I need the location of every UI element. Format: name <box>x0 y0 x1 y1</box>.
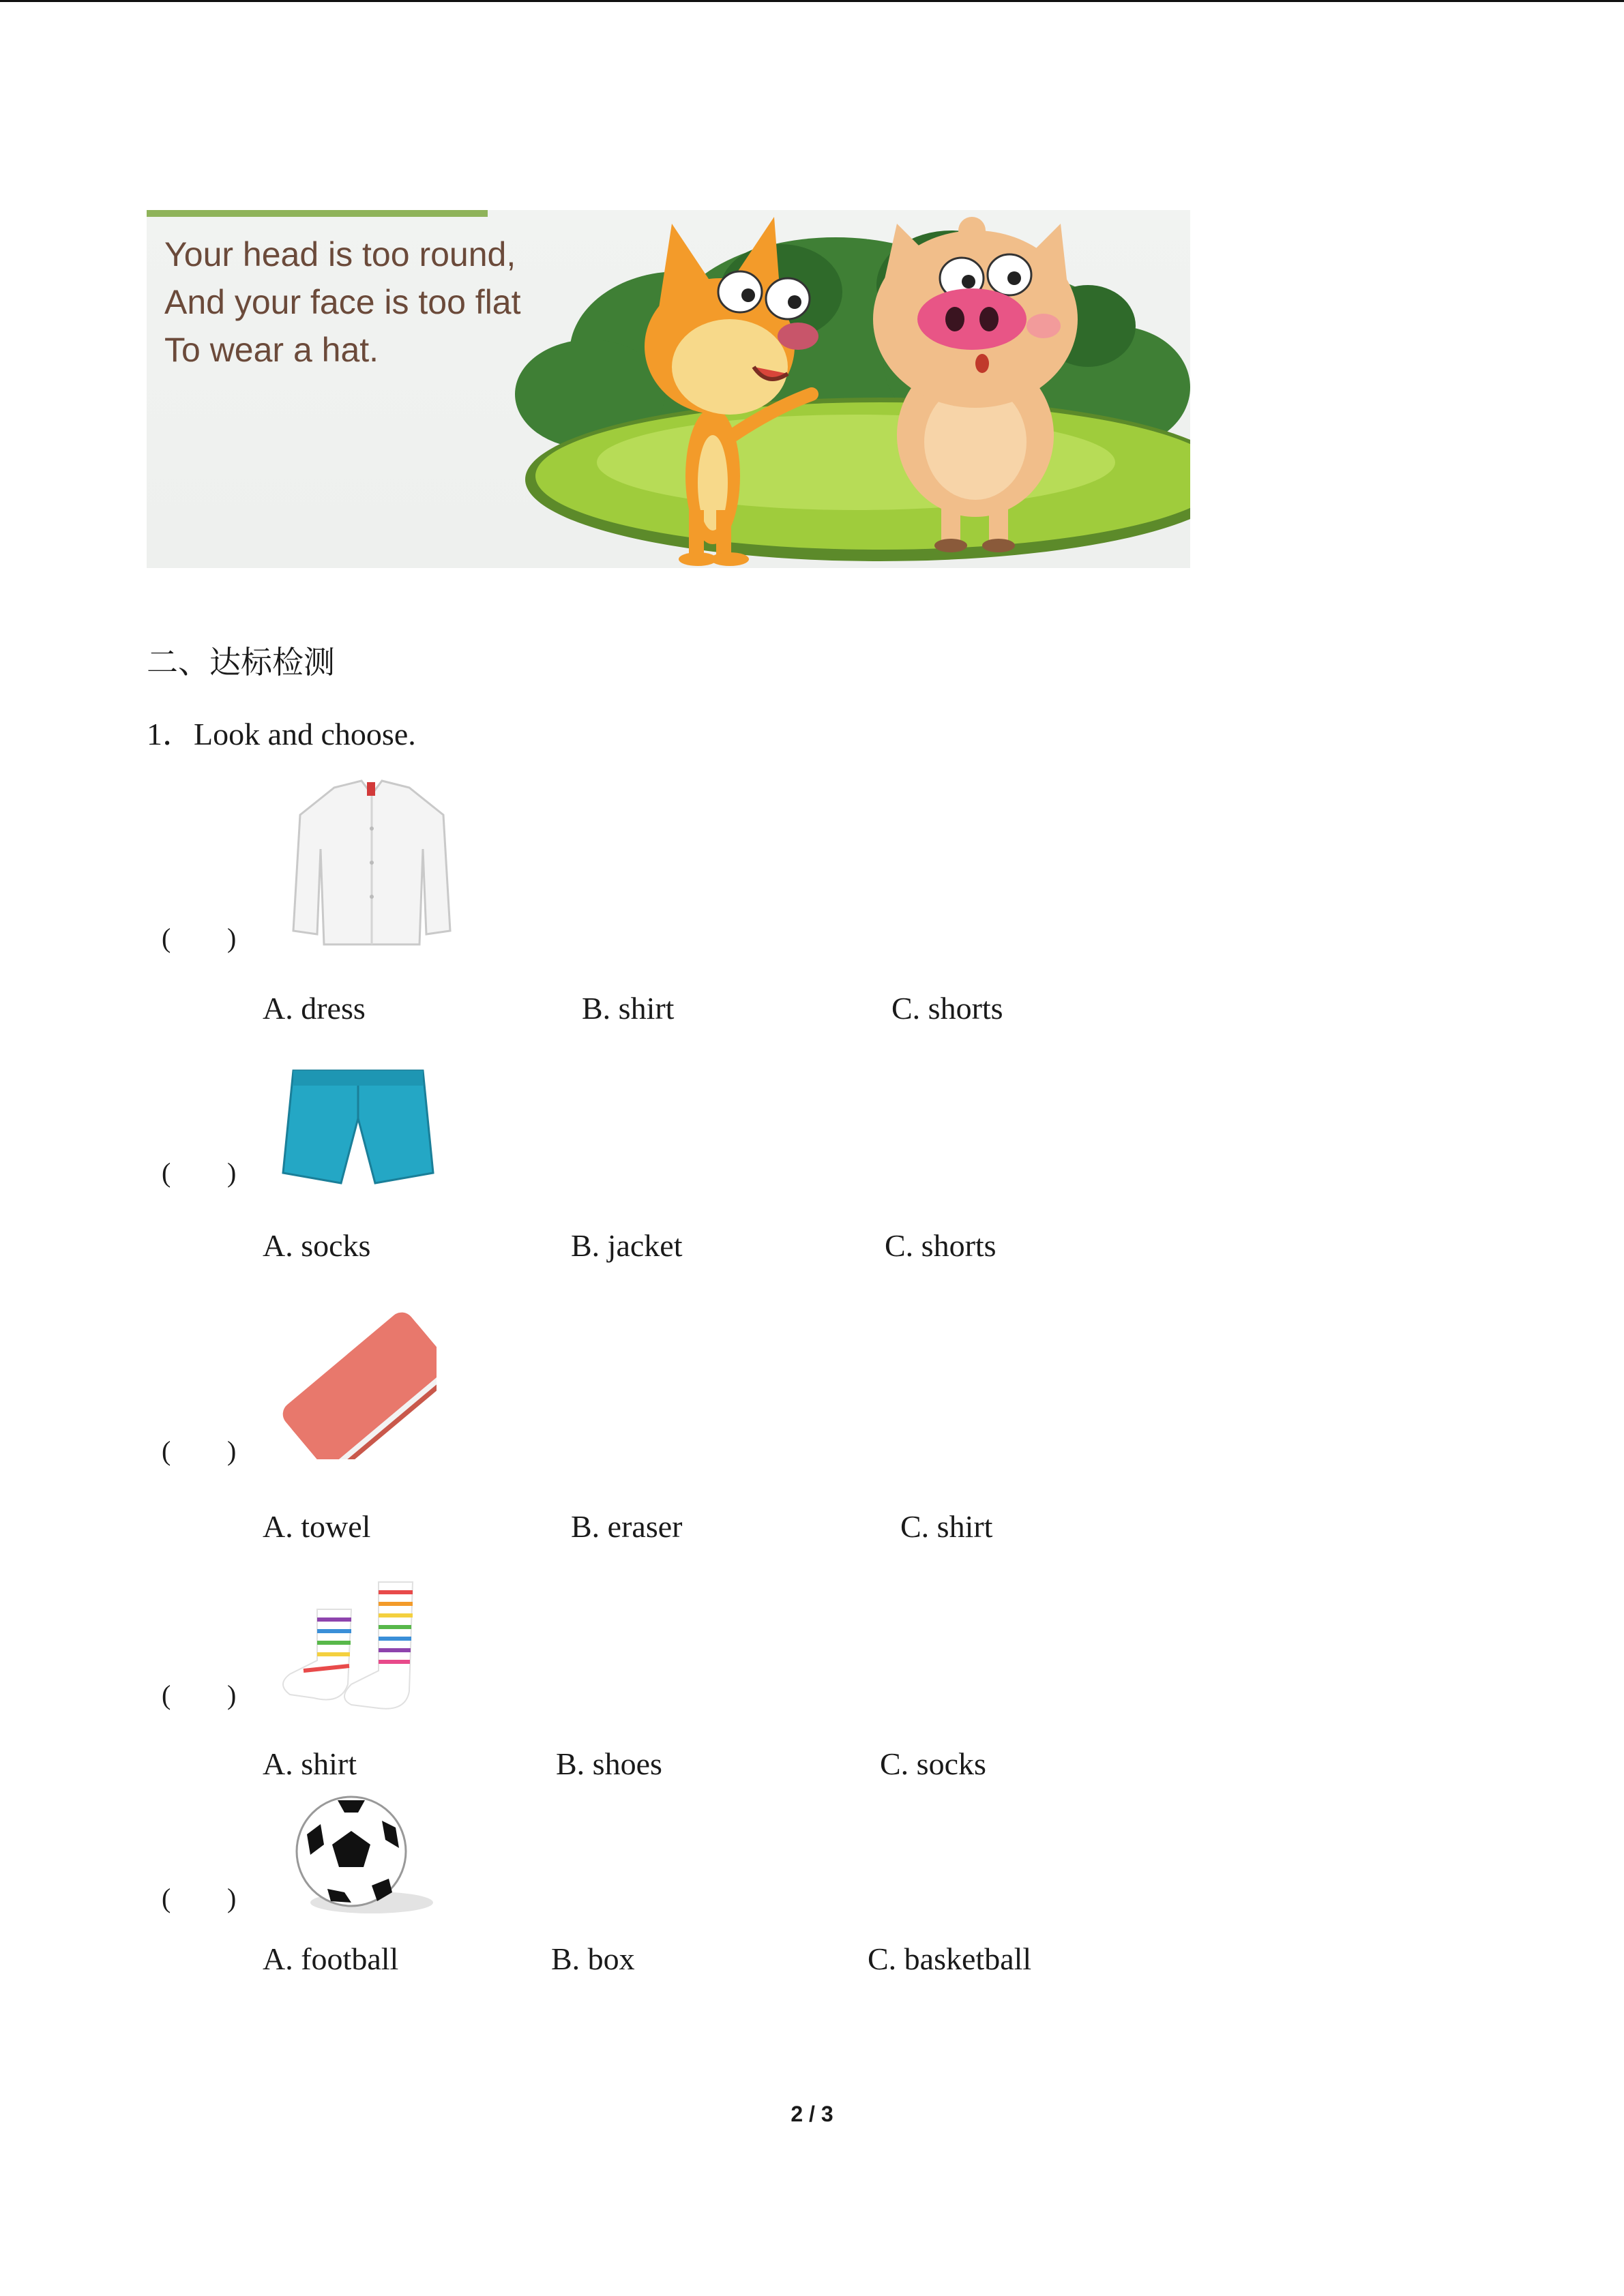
option-1a[interactable]: A. dress <box>263 991 366 1026</box>
option-3a[interactable]: A. towel <box>263 1509 371 1544</box>
shorts-icon <box>280 1064 437 1187</box>
socks-icon <box>276 1575 423 1715</box>
option-2b[interactable]: B. jacket <box>571 1228 683 1263</box>
answer-blank-3[interactable]: ( ) <box>162 1435 237 1466</box>
top-border <box>0 0 1624 2</box>
question-title: 1．Look and choose. <box>147 717 416 751</box>
page-number: 2 / 3 <box>791 2102 833 2126</box>
option-4c[interactable]: C. socks <box>880 1746 986 1781</box>
option-4a[interactable]: A. shirt <box>263 1746 357 1781</box>
answer-blank-2[interactable]: ( ) <box>162 1157 237 1188</box>
option-2a[interactable]: A. socks <box>263 1228 371 1263</box>
option-5c[interactable]: C. basketball <box>868 1941 1032 1976</box>
answer-blank-4[interactable]: ( ) <box>162 1680 237 1710</box>
option-4b[interactable]: B. shoes <box>556 1746 662 1781</box>
comic-banner <box>147 210 1190 568</box>
option-5b[interactable]: B. box <box>551 1941 635 1976</box>
caption-line-2: And your face is too flat <box>164 283 521 321</box>
option-5a[interactable]: A. football <box>263 1941 399 1976</box>
eraser-icon <box>280 1299 437 1459</box>
caption-line-3: To wear a hat. <box>164 331 379 369</box>
banner-caption <box>164 230 521 374</box>
section-title: 二、达标检测 <box>147 644 335 681</box>
option-3c[interactable]: C. shirt <box>900 1509 993 1544</box>
football-icon <box>290 1793 437 1916</box>
shirt-icon <box>286 774 457 951</box>
answer-blank-1[interactable]: ( ) <box>162 923 237 953</box>
option-1b[interactable]: B. shirt <box>582 991 675 1026</box>
option-1c[interactable]: C. shorts <box>891 991 1003 1026</box>
option-2c[interactable]: C. shorts <box>885 1228 996 1263</box>
caption-line-1: Your head is too round, <box>164 235 516 273</box>
option-3b[interactable]: B. eraser <box>571 1509 683 1544</box>
answer-blank-5[interactable]: ( ) <box>162 1883 237 1913</box>
